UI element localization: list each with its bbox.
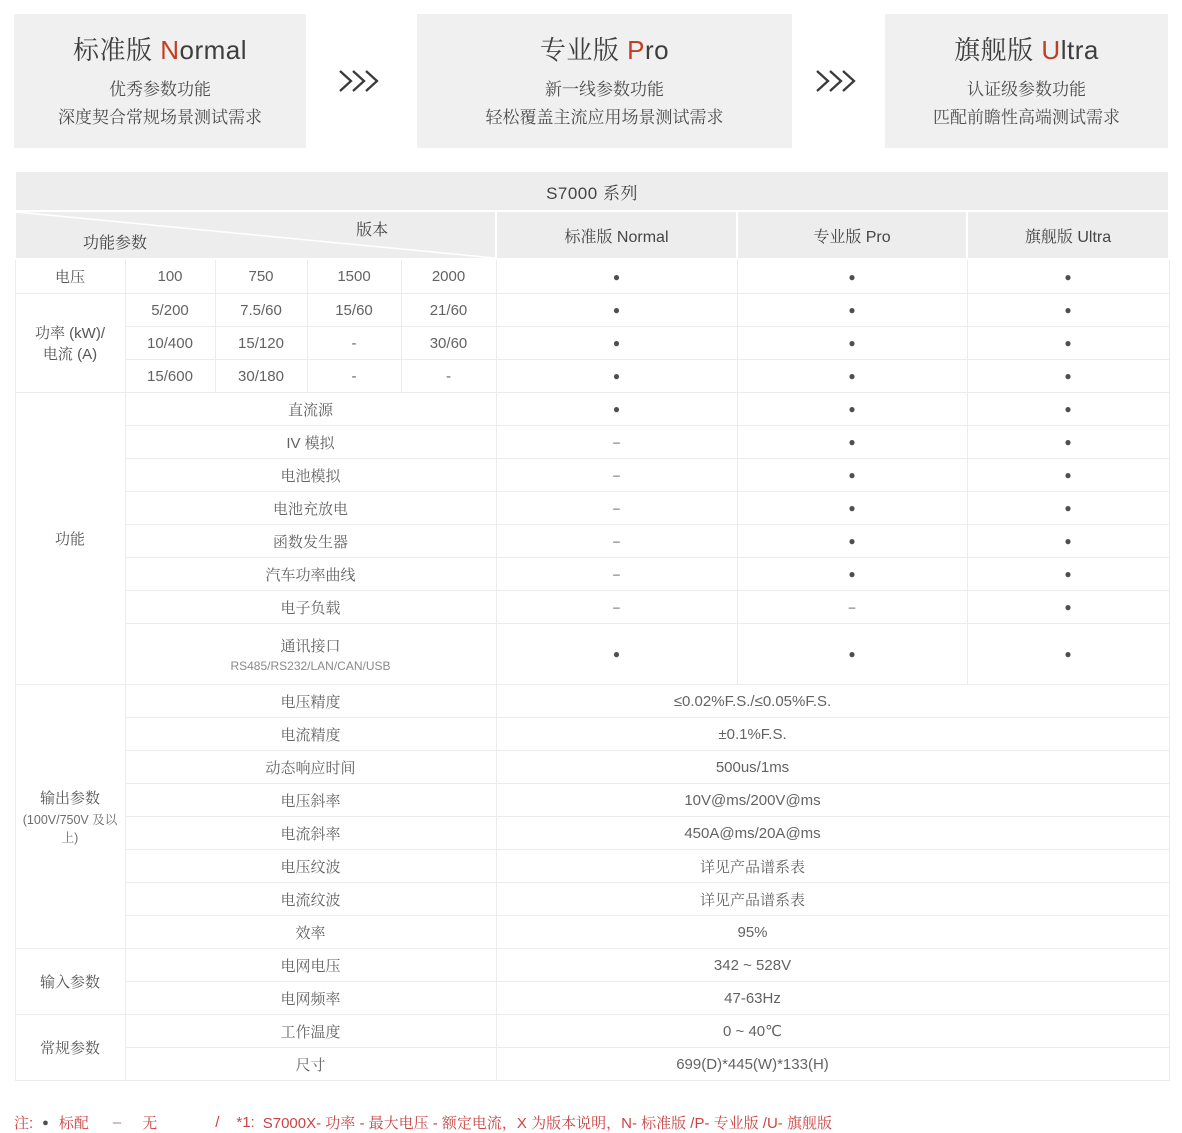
function-row [15, 459, 1169, 492]
mark-normal: – [496, 459, 737, 492]
mark-normal: ● [496, 294, 737, 327]
mark-pro: ● [737, 426, 967, 459]
function-name: IV 模拟 [125, 426, 496, 459]
output-param-value: 450A@ms/20A@ms [496, 817, 1169, 850]
general-param-name: 工作温度 [125, 1015, 496, 1048]
mark-pro: ● [737, 624, 967, 685]
function-name-comm [125, 624, 496, 685]
mark-ultra: ● [967, 426, 1169, 459]
corner-header-cell [15, 211, 496, 259]
output-param-name: 电压精度 [125, 685, 496, 718]
power-value: 15/60 [307, 294, 401, 327]
function-name: 汽车功率曲线 [125, 558, 496, 591]
mark-normal: ● [496, 360, 737, 393]
header-ultra: 旗舰版 Ultra [967, 211, 1169, 259]
mark-normal: – [496, 492, 737, 525]
footnote-separator: / [215, 1114, 220, 1131]
general-row [15, 1015, 1169, 1048]
tier-ultra-line2: 匹配前瞻性高端测试需求 [933, 108, 1120, 127]
general-param-name: 尺寸 [125, 1048, 496, 1081]
tier-accent-letter: P [627, 35, 645, 65]
output-row [15, 850, 1169, 883]
input-row [15, 982, 1169, 1015]
function-row [15, 492, 1169, 525]
output-param-value: 95% [496, 916, 1169, 949]
mark-ultra: ● [967, 259, 1169, 294]
footnote-label: 注: [14, 1115, 34, 1132]
mark-pro: ● [737, 558, 967, 591]
mark-pro: ● [737, 294, 967, 327]
series-title-row [15, 171, 1169, 211]
output-label-line1: 输出参数 [39, 790, 100, 807]
function-label: 功能 [15, 393, 125, 685]
input-row [15, 949, 1169, 982]
general-param-value: 699(D)*445(W)*133(H) [496, 1048, 1169, 1081]
power-row-1 [15, 294, 1169, 327]
version-banner [14, 14, 1168, 148]
mark-ultra: ● [967, 525, 1169, 558]
tier-accent-letter: N [160, 35, 180, 65]
mark-pro: ● [737, 327, 967, 360]
tier-normal-line1: 优秀参数功能 [109, 80, 211, 99]
mark-pro: ● [737, 525, 967, 558]
mark-ultra: ● [967, 558, 1169, 591]
output-row [15, 916, 1169, 949]
comm-interfaces: RS485/RS232/LAN/CAN/USB [230, 659, 391, 673]
output-row [15, 718, 1169, 751]
general-row [15, 1048, 1169, 1081]
power-row-3 [15, 360, 1169, 393]
power-label [15, 294, 125, 393]
power-value: - [307, 327, 401, 360]
function-row [15, 393, 1169, 426]
triple-chevron-icon [336, 68, 388, 94]
power-value: 21/60 [401, 294, 496, 327]
tier-ultra [885, 14, 1168, 148]
output-row [15, 784, 1169, 817]
voltage-value: 2000 [401, 259, 496, 294]
power-value: 15/600 [125, 360, 215, 393]
corner-param-label: 功能参数 [83, 235, 148, 252]
tier-name-cn: 旗舰版 [954, 35, 1042, 65]
output-row [15, 817, 1169, 850]
mark-pro: ● [737, 360, 967, 393]
output-row [15, 685, 1169, 718]
mark-ultra: ● [967, 591, 1169, 624]
input-param-value: 342 ~ 528V [496, 949, 1169, 982]
output-param-name: 电压纹波 [125, 850, 496, 883]
mark-normal: – [496, 591, 737, 624]
power-value: - [401, 360, 496, 393]
output-label [15, 685, 125, 949]
dot-legend-text: 标配 [58, 1115, 89, 1132]
output-param-value: 详见产品谱系表 [496, 850, 1169, 883]
output-param-name: 电流纹波 [125, 883, 496, 916]
output-param-name: 效率 [125, 916, 496, 949]
header-pro: 专业版 Pro [737, 211, 967, 259]
power-value: - [307, 360, 401, 393]
tier-normal-line2: 深度契合常规场景测试需求 [58, 108, 262, 127]
mark-normal: ● [496, 259, 737, 294]
power-value: 10/400 [125, 327, 215, 360]
tier-name-cn: 标准版 [72, 35, 161, 65]
output-label-line2: (100V/750V 及以上) [22, 813, 118, 845]
tier-ultra-title [885, 30, 1168, 67]
tier-pro-title [417, 30, 792, 67]
general-param-value: 0 ~ 40℃ [496, 1015, 1169, 1048]
mark-normal: ● [496, 393, 737, 426]
function-row [15, 426, 1169, 459]
power-value: 15/120 [215, 327, 307, 360]
output-param-name: 电流精度 [125, 718, 496, 751]
mark-pro: ● [737, 492, 967, 525]
triple-chevron-icon [813, 68, 865, 94]
voltage-value: 1500 [307, 259, 401, 294]
tier-normal [14, 14, 306, 148]
tier-name-rest: ormal [179, 35, 248, 65]
function-name: 电池充放电 [125, 492, 496, 525]
header-normal: 标准版 Normal [496, 211, 737, 259]
mark-normal: – [496, 426, 737, 459]
tier-pro [417, 14, 792, 148]
tier-name-rest: ltra [1060, 35, 1099, 65]
spec-table [14, 170, 1170, 1081]
arrow-gap-1 [306, 14, 417, 148]
function-name: 电子负载 [125, 591, 496, 624]
power-label-line1: 功率 (kW)/ [35, 325, 105, 342]
output-param-name: 电压斜率 [125, 784, 496, 817]
corner-version-label: 版本 [356, 222, 389, 239]
function-name: 直流源 [125, 393, 496, 426]
mark-pro: ● [737, 393, 967, 426]
output-param-value: 500us/1ms [496, 751, 1169, 784]
tier-name-rest: ro [644, 35, 670, 65]
mark-pro: ● [737, 259, 967, 294]
voltage-label: 电压 [15, 259, 125, 294]
mark-normal: – [496, 558, 737, 591]
tier-name-cn: 专业版 [539, 35, 628, 65]
mark-normal: ● [496, 327, 737, 360]
mark-normal: ● [496, 624, 737, 685]
power-value: 7.5/60 [215, 294, 307, 327]
tier-accent-letter: U [1041, 35, 1061, 65]
output-param-value: ±0.1%F.S. [496, 718, 1169, 751]
mark-ultra: ● [967, 459, 1169, 492]
output-row [15, 883, 1169, 916]
function-row [15, 525, 1169, 558]
dash-legend-text: 无 [142, 1115, 158, 1132]
series-title: S7000 系列 [15, 171, 1169, 211]
tier-normal-title [14, 30, 306, 67]
output-param-value: 详见产品谱系表 [496, 883, 1169, 916]
output-param-name: 电流斜率 [125, 817, 496, 850]
function-row [15, 558, 1169, 591]
function-name: 函数发生器 [125, 525, 496, 558]
voltage-value: 100 [125, 259, 215, 294]
power-row-2 [15, 327, 1169, 360]
mark-ultra: ● [967, 360, 1169, 393]
mark-pro: ● [737, 459, 967, 492]
function-row [15, 591, 1169, 624]
dot-legend-icon: ● [42, 1116, 49, 1129]
output-row [15, 751, 1169, 784]
output-param-value: ≤0.02%F.S./≤0.05%F.S. [496, 685, 1169, 718]
power-value: 5/200 [125, 294, 215, 327]
function-name: 电池模拟 [125, 459, 496, 492]
input-param-value: 47-63Hz [496, 982, 1169, 1015]
dash-legend-icon: – [112, 1114, 122, 1131]
comm-name: 通讯接口 [280, 638, 341, 655]
footnote [14, 1112, 1168, 1133]
voltage-row [15, 259, 1169, 294]
tier-ultra-line1: 认证级参数功能 [967, 80, 1086, 99]
mark-pro: – [737, 591, 967, 624]
function-row-comm [15, 624, 1169, 685]
tier-pro-line1: 新一线参数功能 [545, 80, 664, 99]
input-param-name: 电网电压 [125, 949, 496, 982]
general-label: 常规参数 [15, 1015, 125, 1081]
mark-ultra: ● [967, 492, 1169, 525]
power-label-line2: 电流 (A) [42, 346, 98, 363]
tier-pro-line2: 轻松覆盖主流应用场景测试需求 [485, 108, 724, 127]
mark-ultra: ● [967, 624, 1169, 685]
table-header-row [15, 211, 1169, 259]
mark-ultra: ● [967, 294, 1169, 327]
footnote-star: *1: [236, 1114, 255, 1131]
input-param-name: 电网频率 [125, 982, 496, 1015]
mark-normal: – [496, 525, 737, 558]
input-label: 输入参数 [15, 949, 125, 1015]
power-value: 30/60 [401, 327, 496, 360]
output-param-value: 10V@ms/200V@ms [496, 784, 1169, 817]
power-value: 30/180 [215, 360, 307, 393]
footnote-text: S7000X- 功率 - 最大电压 - 额定电流，X 为版本说明，N- 标准版 /P- 专业版 /U- 旗舰版 [262, 1115, 832, 1132]
output-param-name: 动态响应时间 [125, 751, 496, 784]
arrow-gap-2 [792, 14, 885, 148]
mark-ultra: ● [967, 393, 1169, 426]
mark-ultra: ● [967, 327, 1169, 360]
voltage-value: 750 [215, 259, 307, 294]
